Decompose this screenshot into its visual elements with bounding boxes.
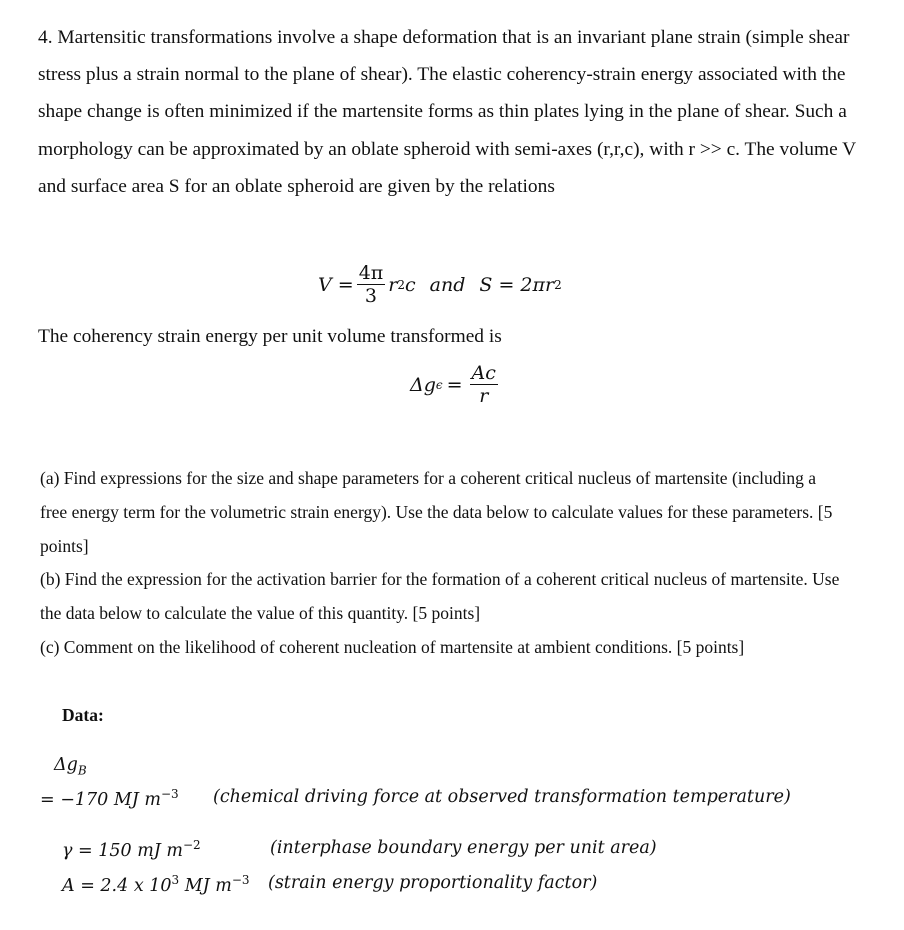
eq-volume-numerator: 4π: [358, 262, 384, 284]
dgb-symbol: [54, 755, 87, 778]
eq-surface-exponent: 2: [554, 277, 562, 292]
eq-and: and: [429, 273, 466, 296]
dgb-value-text: = −170 MJ m: [40, 789, 161, 810]
gamma-exponent: −2: [182, 838, 201, 852]
a-unit: MJ m: [179, 875, 232, 896]
volume-surface-equation: [318, 262, 562, 307]
eq-volume-denominator: 3: [364, 285, 378, 307]
strain-energy-text: The coherency strain energy per unit volume transformed is: [38, 326, 502, 347]
eq-volume-r: r: [388, 273, 398, 296]
a-power: 3: [171, 873, 180, 887]
eq-strain-equals: =: [446, 373, 463, 396]
data-heading: Data:: [62, 705, 104, 725]
question-a: (a) Find expressions for the size and shape parameters for a coherent critical nucleus of martensite (including a free energy term for the volumetric strain energy). Use the data below to calculate values for these parameters. [5 points]: [40, 468, 833, 556]
question-c: (c) Comment on the likelihood of coherent nucleation of martensite at ambient conditions. [5 points]: [40, 636, 745, 657]
eq-volume-c: c: [405, 273, 416, 296]
gamma-description: (interphase boundary energy per unit area): [270, 838, 657, 858]
gamma-value-text: γ = 150 mJ m: [62, 840, 183, 861]
dgb-exponent: −3: [160, 787, 179, 801]
a-exponent: −3: [231, 873, 250, 887]
eq-strain-sub: ϵ: [435, 377, 443, 392]
eq-strain-fraction: [470, 362, 498, 407]
eq-volume-fraction: [357, 262, 386, 307]
dgb-description: (chemical driving force at observed transformation temperature): [213, 787, 791, 807]
dgb-value: [40, 787, 179, 810]
problem-statement: 4. Martensitic transformations involve a shape deformation that is an invariant plane strain (simple shear stress plus a strain normal to the plane of shear). The elastic coherency-strain energy associated with the shape change is often minimized if the martensite forms as thin plates lying in the plane of shear. Such a morphology can be approximated by an oblate spheroid with semi-axes (r,r,c), with r >> c. The volume V and surface area S for an oblate spheroid are given by the relations: [38, 27, 856, 197]
dgb-subscript: B: [77, 763, 87, 778]
dgb-symbol-text: Δg: [54, 755, 78, 775]
strain-energy-equation: [410, 362, 501, 407]
eq-volume-exponent: 2: [397, 277, 405, 292]
gamma-value: [62, 838, 201, 861]
eq-surface: S = 2πr: [479, 273, 555, 296]
a-description: (strain energy proportionality factor): [268, 873, 598, 893]
question-b: (b) Find the expression for the activation barrier for the formation of a coherent critical nucleus of martensite. Use the data below to calculate the value of this quantity. [5 points]: [40, 569, 840, 624]
a-value-text: A = 2.4 x 10: [62, 875, 172, 896]
eq-strain-lhs: Δg: [410, 373, 436, 396]
a-value: [62, 873, 250, 896]
eq-strain-denominator: r: [479, 385, 489, 407]
eq-volume-lhs: V =: [318, 273, 354, 296]
eq-strain-numerator: Ac: [471, 362, 496, 384]
questions: [40, 462, 840, 665]
